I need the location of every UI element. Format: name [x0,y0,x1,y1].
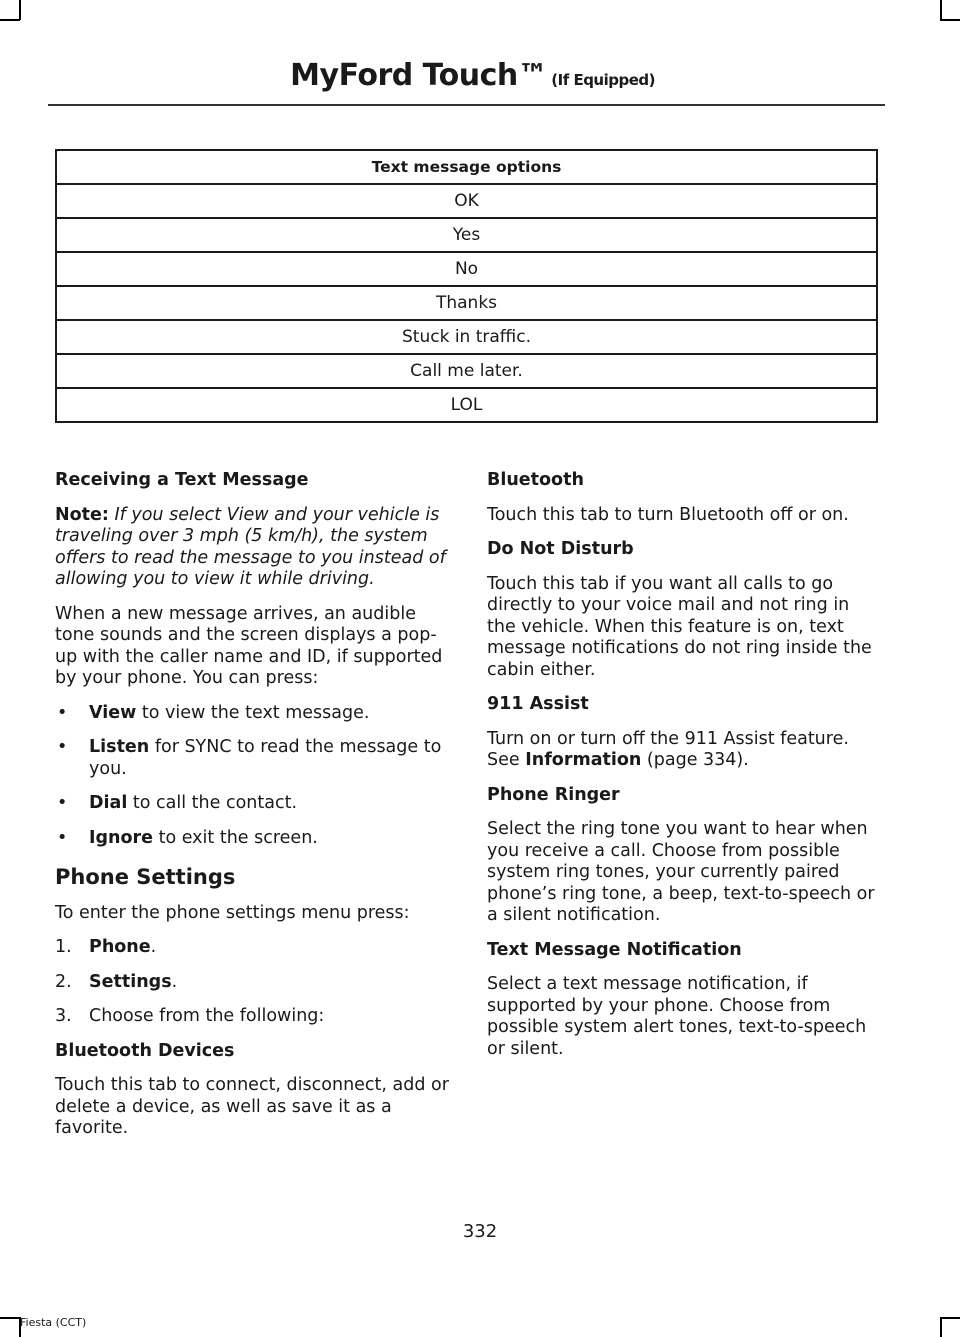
section-heading-text-message-notification: Text Message Notification [487,939,742,960]
911-assist-text [487,729,882,772]
page-title-sub: (If Equipped) [551,71,655,89]
list-item [55,703,450,725]
table-row: LOL [56,388,877,422]
crop-mark [19,0,21,20]
left-column [55,470,450,1153]
footer-model: Fiesta (CCT) [20,1316,87,1329]
table-row: Stuck in traffic. [56,320,877,354]
page-title [290,58,655,93]
step-term: Settings [89,971,172,992]
note-label: Note: [55,504,109,525]
list-item [55,828,450,850]
list-item-term: Dial [89,793,128,813]
crop-mark [940,1317,942,1337]
list-item-text: to exit the screen. [153,827,318,848]
section-heading-bluetooth-devices: Bluetooth Devices [55,1040,235,1061]
list-item-text: to view the text message. [136,702,370,723]
list-item-term: View [89,702,137,723]
step-number: 3. [55,1006,72,1026]
list-item-term: Listen [89,737,150,757]
section-heading-phone-ringer: Phone Ringer [487,784,620,805]
list-item-text: to call the contact. [127,793,298,813]
step-text: . [171,971,178,992]
table-header: Text message options [56,150,877,184]
step-item [55,1006,450,1028]
section-heading-phone-settings: Phone Settings [55,865,236,889]
table-row: Yes [56,218,877,252]
do-not-disturb-text: Touch this tab if you want all calls to go directly to your voice mail and not ring in the vehicle. When this feature is on, text message notifications do not ring inside the cabin either. [487,573,872,680]
crop-mark [940,0,942,20]
section-heading-bluetooth: Bluetooth [487,470,584,490]
bluetooth-devices-text: Touch this tab to connect, disconnect, add or delete a device, as well as save it as a favorite. [55,1075,449,1138]
crop-mark [940,1317,960,1319]
table-row: Call me later. [56,354,877,388]
list-item-text: for SYNC to read the message to you. [89,737,442,779]
crop-mark [940,19,960,21]
step-text: . [150,937,157,957]
text-message-notification-text: Select a text message notification, if supported by your phone. Choose from possible system alert tones, text-to-speech or silent. [487,974,867,1059]
press-options-list [55,703,450,850]
crop-mark [0,1317,20,1319]
page-title-main: MyFord Touch™ [290,58,548,93]
text-message-options-table [55,149,878,423]
step-item [55,937,450,959]
phone-settings-steps [55,937,450,1028]
phone-settings-intro: To enter the phone settings menu press: [55,902,410,923]
note-text: If you select View and your vehicle is traveling over 3 mph (5 km/h), the system offers to read the message to you instead of allowing you to view it while driving. [55,504,446,589]
right-column [487,470,882,1073]
header-divider [48,104,885,106]
receiving-intro: When a new message arrives, an audible tone sounds and the screen displays a pop-up with the caller name and ID, if supported by your phone. You can press: [55,603,443,688]
section-heading-receiving: Receiving a Text Message [55,470,309,490]
section-heading-911-assist: 911 Assist [487,694,589,714]
list-item [55,737,450,780]
step-term: Phone [89,937,151,957]
table-row: Thanks [56,286,877,320]
page-reference: (page 334). [641,750,749,770]
information-reference: Information [525,750,642,770]
step-number: 2. [55,971,72,992]
table-row: No [56,252,877,286]
crop-mark [0,19,20,21]
page-number: 332 [462,1221,498,1242]
list-item-term: Ignore [89,827,154,848]
phone-ringer-text: Select the ring tone you want to hear when you receive a call. Choose from possible system ring tones, your currently paired phone’s ring tone, a beep, text-to-speech or a silent notification. [487,819,875,925]
section-heading-do-not-disturb: Do Not Disturb [487,539,634,559]
bluetooth-text: Touch this tab to turn Bluetooth off or on. [487,504,849,525]
step-item [55,972,450,994]
list-item [55,793,450,815]
step-number: 1. [55,937,72,957]
911-assist-body: Turn on or turn off the 911 Assist feature. See [487,728,849,770]
note [55,505,450,591]
step-text: Choose from the following: [89,1006,325,1026]
table-row: OK [56,184,877,218]
